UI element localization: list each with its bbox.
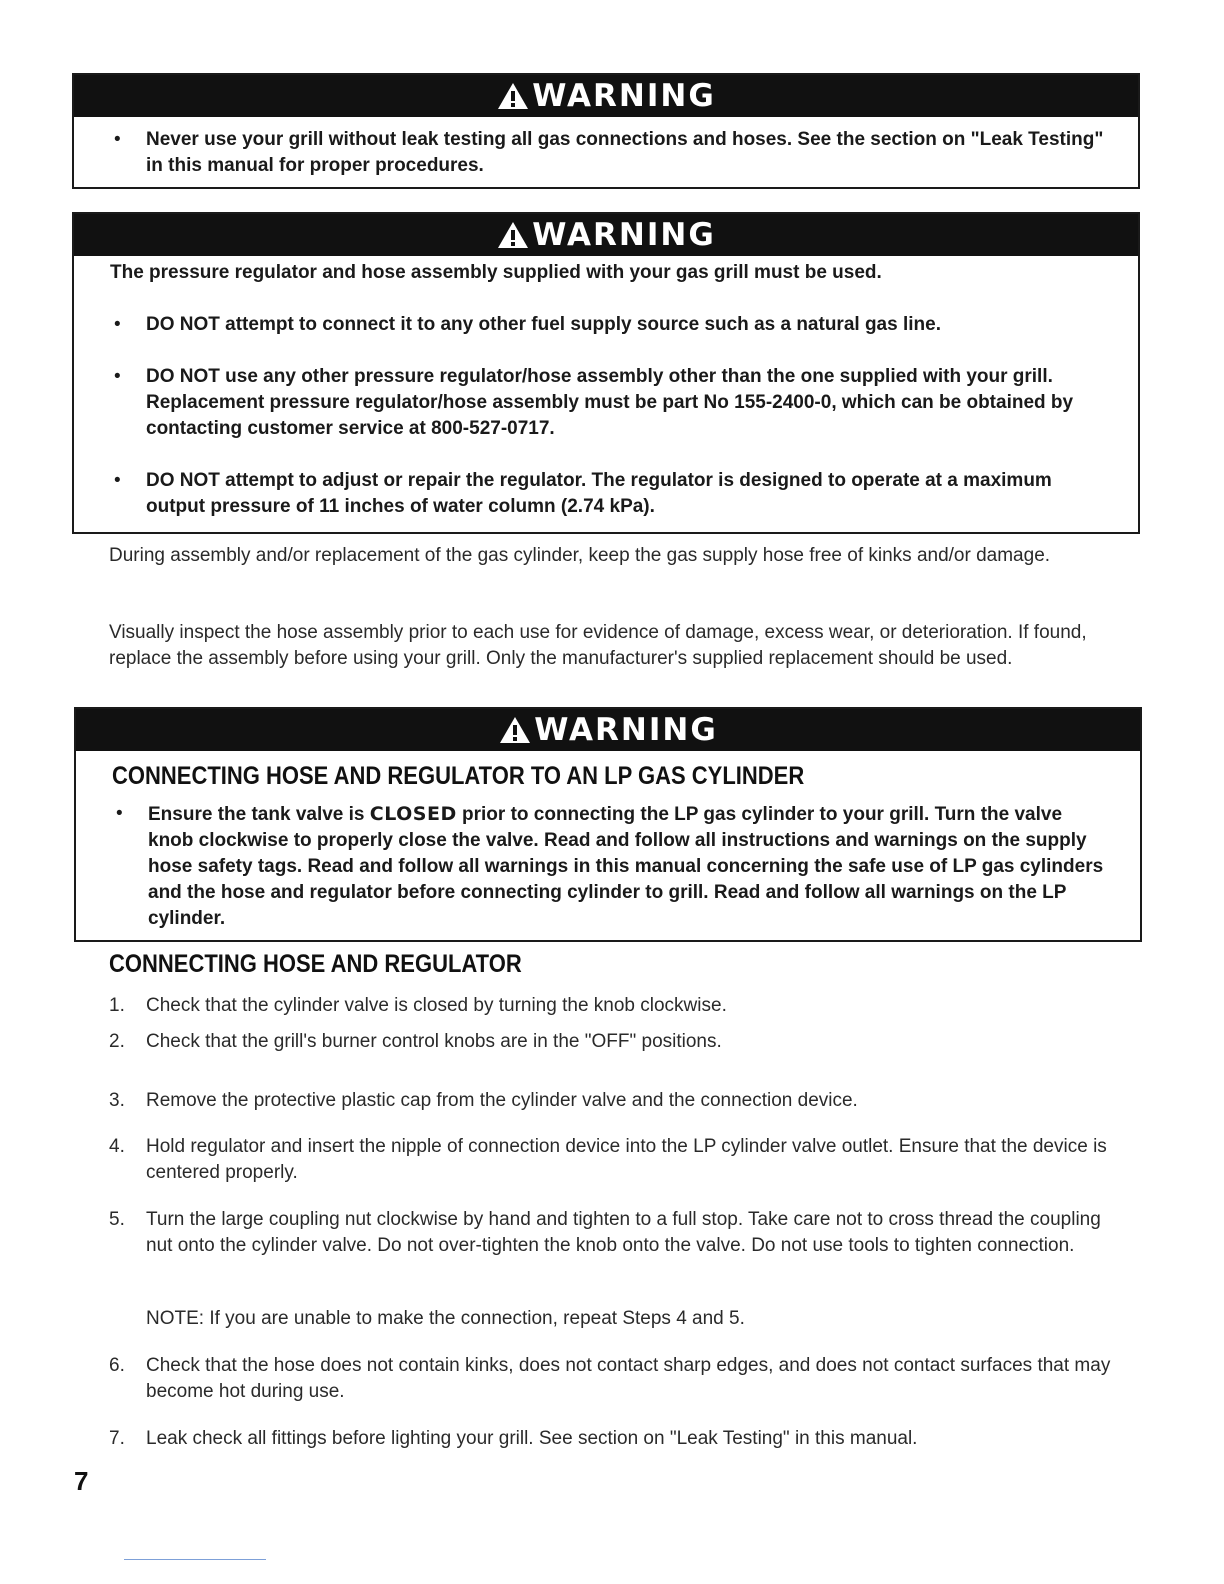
warning-bullet: • Never use your grill without leak testing all gas connections and hoses. See the section on "Leak Testing" in this manual for proper procedures. <box>110 127 1104 179</box>
step-item <box>109 1353 1119 1405</box>
step-item <box>109 1426 1119 1452</box>
warning-bullet: • DO NOT attempt to connect it to any other fuel supply source such as a natural gas line. <box>110 312 1104 338</box>
step-item <box>109 1207 1119 1259</box>
warning-bullet: • DO NOT attempt to adjust or repair the regulator. The regulator is designed to operate at a maximum output pressure of 11 inches of water column (2.74 kPa). <box>110 468 1104 520</box>
step-item <box>109 1029 1119 1055</box>
warning-triangle-icon <box>496 220 530 250</box>
step-number: 3. <box>109 1090 125 1111</box>
warning-bullet: • DO NOT use any other pressure regulator/hose assembly other than the one supplied with your grill. Replacement pressure regulator/hose assembly must be part No 155-2400-0, which can be obtained by contacting customer service at 800-527-0717. <box>110 364 1104 442</box>
page-number: 7 <box>74 1466 89 1496</box>
note-text: NOTE: If you are unable to make the connection, repeat Steps 4 and 5. <box>146 1308 745 1329</box>
step-text: Check that the hose does not contain kinks, does not contact sharp edges, and does not contact surfaces that may become hot during use. <box>146 1355 1111 1402</box>
warning-box-lp-cylinder <box>74 707 1142 942</box>
warning-label: WARNING <box>534 712 718 748</box>
step-number: 2. <box>109 1031 125 1052</box>
warning-label: WARNING <box>532 217 716 253</box>
step-item <box>109 993 1119 1019</box>
step-note <box>109 1306 1119 1332</box>
step-item <box>109 1088 1119 1114</box>
step-number: 7. <box>109 1428 125 1449</box>
warning-triangle-icon <box>496 81 530 111</box>
step-text: Check that the cylinder valve is closed by turning the knob clockwise. <box>146 995 727 1016</box>
warning-lead-text: The pressure regulator and hose assembly supplied with your gas grill must be used. <box>110 262 882 283</box>
step-item <box>109 1134 1119 1186</box>
step-text: Hold regulator and insert the nipple of connection device into the LP cylinder valve outlet. Ensure that the device is centered properly. <box>146 1136 1107 1183</box>
step-number: 4. <box>109 1136 125 1157</box>
bullet-text-end: prior to connecting the LP gas cylinder to your grill. Turn the valve knob clockwise to properly close the valve. Read and follow all instructions and warnings on the supply hose safety tags. Read and follow all warnings in this manual concerning the safe use of LP gas cylinders and the hose and regulator before connecting cylinder to grill. Read and follow all warnings on the LP cylinder. <box>148 804 1104 929</box>
bullet-text-start: Ensure the tank valve is <box>148 804 370 825</box>
warning-box-regulator <box>72 212 1140 534</box>
closed-emphasis: CLOSED <box>369 803 457 825</box>
body-paragraph: Visually inspect the hose assembly prior to each use for evidence of damage, excess wear, or deterioration. If found, replace the assembly before using your grill. Only the manufacturer's supplied replacement should be used. <box>109 622 1087 669</box>
step-text: Remove the protective plastic cap from the cylinder valve and the connection device. <box>146 1090 858 1111</box>
warning-section-title: CONNECTING HOSE AND REGULATOR TO AN LP GAS CYLINDER <box>112 762 805 790</box>
step-number: 5. <box>109 1209 125 1230</box>
warning-header <box>74 214 1138 256</box>
warning-bullet <box>112 801 1106 932</box>
step-text: Check that the grill's burner control knobs are in the "OFF" positions. <box>146 1031 722 1052</box>
step-text: Turn the large coupling nut clockwise by hand and tighten to a full stop. Take care not to cross thread the coupling nut onto the cylinder valve. Do not over-tighten the knob onto the valve. Do not use tools to tighten connection. <box>146 1209 1101 1256</box>
warning-box-leak-testing <box>72 73 1140 189</box>
warning-header <box>76 709 1140 751</box>
step-number: 6. <box>109 1355 125 1376</box>
body-paragraph: During assembly and/or replacement of the gas cylinder, keep the gas supply hose free of kinks and/or damage. <box>109 545 1051 566</box>
footer-rule <box>124 1559 266 1560</box>
warning-label: WARNING <box>532 78 716 114</box>
step-number: 1. <box>109 995 125 1016</box>
section-title: CONNECTING HOSE AND REGULATOR <box>109 950 522 978</box>
step-text: Leak check all fittings before lighting your grill. See section on "Leak Testing" in this manual. <box>146 1428 918 1449</box>
warning-triangle-icon <box>498 715 532 745</box>
warning-header <box>74 75 1138 117</box>
